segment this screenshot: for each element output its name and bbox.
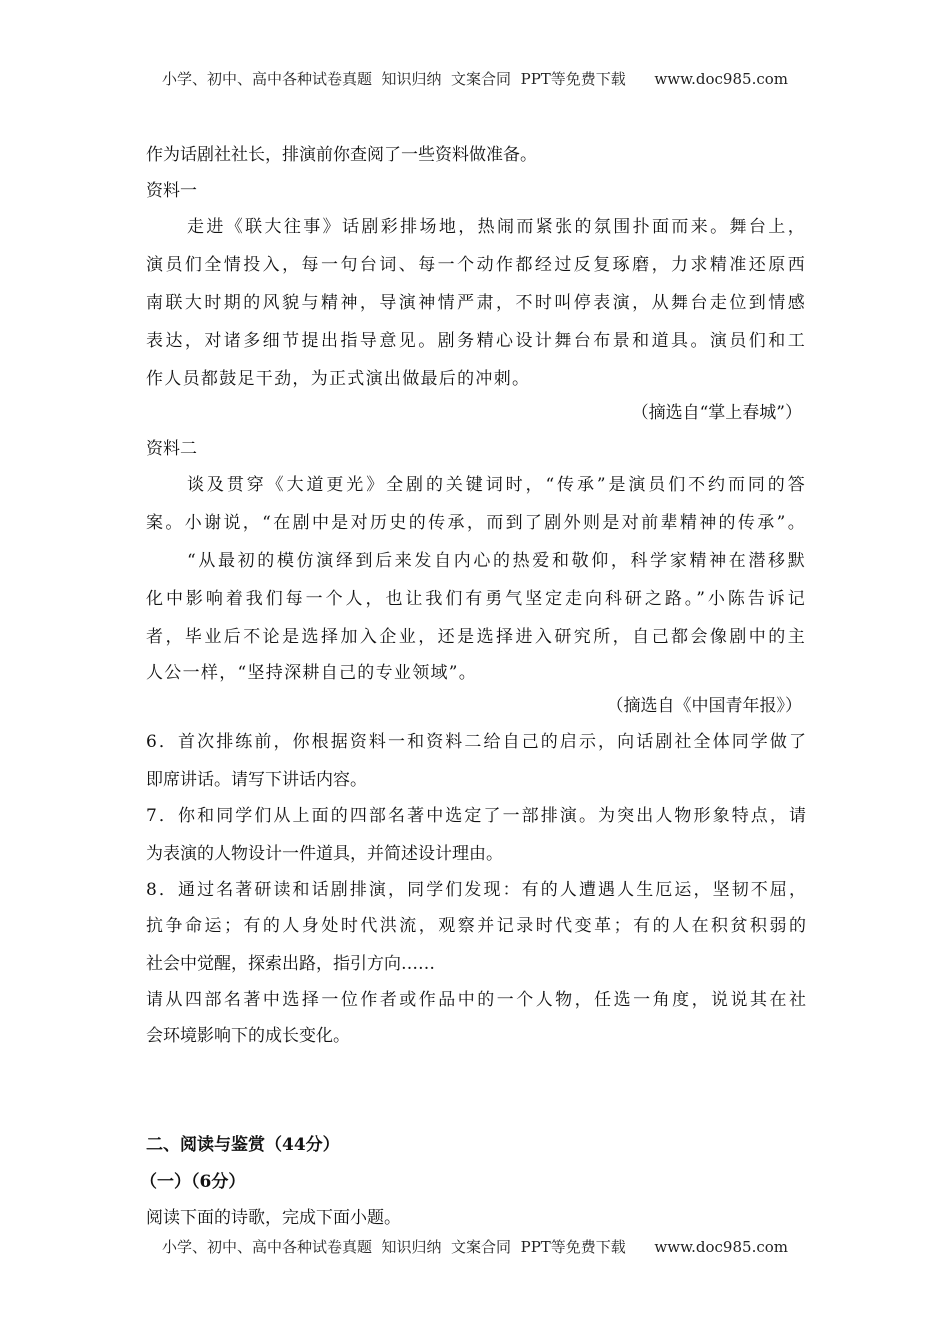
material2-line: 案。小谢说，“在剧中是对历史的传承，而到了剧外则是对前辈精神的传承”。: [146, 513, 806, 533]
material1-title: 资料一: [146, 181, 197, 201]
material1-source: （摘选自“掌上春城”）: [631, 403, 802, 423]
material2-source: （摘选自《中国青年报》）: [606, 696, 802, 716]
question-8: 抗争命运；有的人身处时代洪流，观察并记录时代变革；有的人在积贫积弱的: [146, 916, 806, 936]
question-7: 为表演的人物设计一件道具，并简述设计理由。: [146, 844, 503, 864]
material2-line: 谈及贯穿《大道更光》全剧的关键词时，“传承”是演员们不约而同的答: [187, 475, 806, 495]
page-header: 小学、初中、高中各种试卷真题 知识归纳 文案合同 PPT等免费下载 www.doc985.com: [161, 70, 788, 88]
material1-line: 表达，对诸多细节提出指导意见。剧务精心设计舞台布景和道具。演员们和工: [146, 331, 806, 351]
question-8: 会环境影响下的成长变化。: [146, 1026, 350, 1046]
material1-line: 南联大时期的风貌与精神，导演神情严肃，不时叫停表演，从舞台走位到情感: [146, 293, 806, 313]
material2-title: 资料二: [146, 439, 197, 459]
question-6: 6．首次排练前，你根据资料一和资料二给自己的启示，向话剧社全体同学做了: [146, 732, 806, 752]
question-7: 7．你和同学们从上面的四部名著中选定了一部排演。为突出人物形象特点，请: [146, 806, 806, 826]
page-footer: 小学、初中、高中各种试卷真题 知识归纳 文案合同 PPT等免费下载 www.doc985.com: [161, 1238, 788, 1256]
part-1-title: （一）（6分）: [140, 1172, 246, 1192]
intro-text: 作为话剧社社长，排演前你查阅了一些资料做准备。: [146, 145, 537, 165]
question-8: 请从四部名著中选择一位作者或作品中的一个人物，任选一角度，说说其在社: [146, 990, 806, 1010]
question-8: 8．通过名著研读和话剧排演，同学们发现：有的人遭遇人生厄运，坚韧不屈，: [146, 880, 806, 900]
material1-line: 演员们全情投入，每一句台词、每一个动作都经过反复琢磨，力求精准还原西: [146, 255, 806, 275]
section-2-title: 二、阅读与鉴赏（44分）: [146, 1135, 340, 1155]
material1-line: 作人员都鼓足干劲，为正式演出做最后的冲刺。: [146, 369, 531, 389]
material1-line: 走进《联大往事》话剧彩排场地，热闹而紧张的氛围扑面而来。舞台上，: [187, 217, 806, 237]
material2-line: 者，毕业后不论是选择加入企业，还是选择进入研究所，自己都会像剧中的主: [146, 627, 806, 647]
material2-line: “从最初的模仿演绎到后来发自内心的热爱和敬仰，科学家精神在潜移默: [187, 551, 806, 571]
material2-line: 人公一样，“坚持深耕自己的专业领域”。: [146, 663, 478, 683]
question-8: 社会中觉醒，探索出路，指引方向……: [146, 954, 435, 974]
question-6: 即席讲话。请写下讲话内容。: [146, 770, 367, 790]
reading-instruction: 阅读下面的诗歌，完成下面小题。: [146, 1208, 401, 1228]
material2-line: 化中影响着我们每一个人，也让我们有勇气坚定走向科研之路。”小陈告诉记: [146, 589, 806, 609]
